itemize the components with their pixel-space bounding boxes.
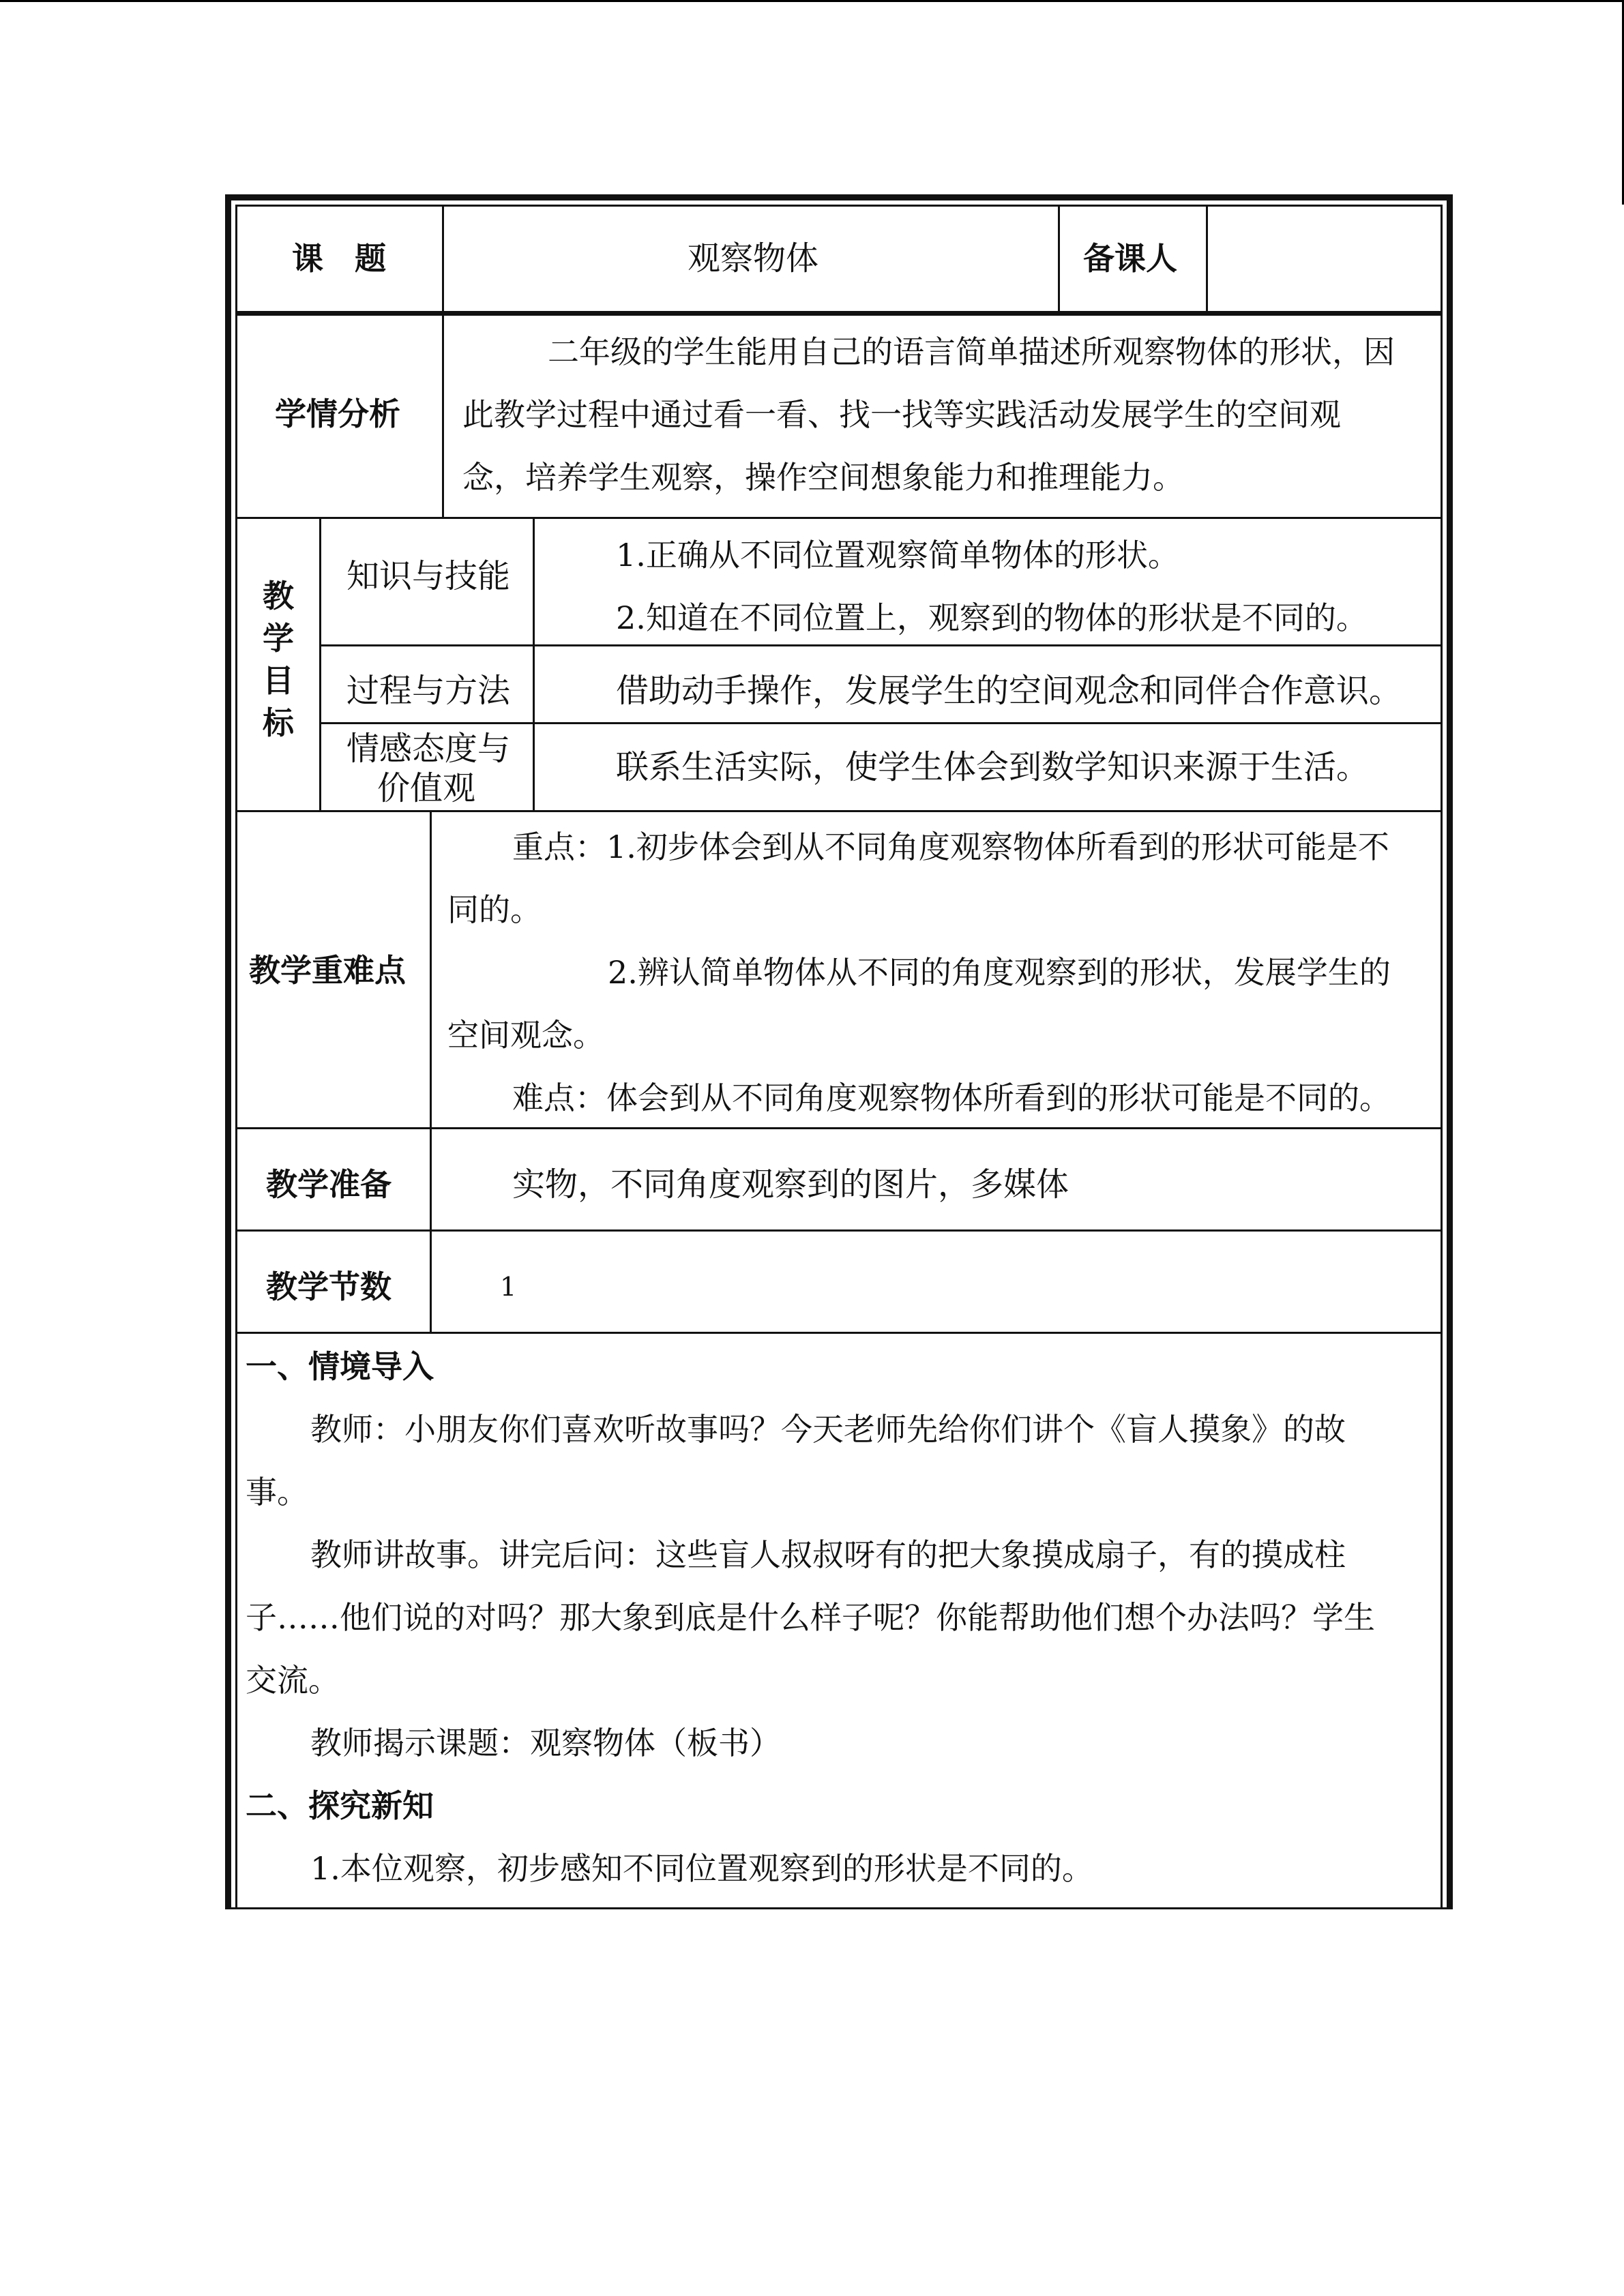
process-line: 子……他们说的对吗？那大象到底是什么样子呢？你能帮助他们想个办法吗？学生 (246, 1599, 1375, 1636)
analysis-label: 学情分析 (275, 396, 400, 432)
sessions-value: 1 (500, 1272, 517, 1302)
knowledge-line: 1.正确从不同位置观察简单物体的形状。 (616, 537, 1179, 573)
key-points-line: 2.辨认简单物体从不同的角度观察到的形状，发展学生的 (608, 954, 1391, 991)
process-line: 教师揭示课题：观察物体（板书） (310, 1725, 781, 1761)
process-line: 教师：小朋友你们喜欢听故事吗？今天老师先给你们讲个《盲人摸象》的故 (310, 1411, 1346, 1448)
header-divider (237, 311, 1441, 316)
topic-value: 观察物体 (688, 239, 819, 278)
analysis-line: 念，培养学生观察，操作空间想象能力和推理能力。 (462, 459, 1184, 496)
analysis-line: 二年级的学生能用自己的语言简单描述所观察物体的形状，因 (548, 333, 1395, 370)
divider (442, 316, 444, 517)
knowledge-label: 知识与技能 (346, 557, 511, 595)
key-points-label: 教学重难点 (249, 952, 406, 989)
process-line: 事。 (246, 1474, 308, 1510)
objectives-label-char: 学 (263, 620, 294, 657)
process-line: 教师讲故事。讲完后问：这些盲人叔叔呀有的把大象摸成扇子，有的摸成柱 (310, 1536, 1346, 1573)
process-text: 借助动手操作，发展学生的空间观念和同伴合作意识。 (616, 672, 1402, 710)
objectives-label-char: 目 (263, 662, 294, 699)
lesson-plan-inner-frame (235, 205, 1443, 1909)
analysis-text (462, 320, 1395, 509)
key-points-line: 空间观念。 (447, 1017, 604, 1054)
process-label: 过程与方法 (346, 672, 511, 710)
divider (1058, 207, 1060, 311)
row-divider (319, 722, 1441, 724)
knowledge-line: 2.知道在不同位置上，观察到的物体的形状是不同的。 (616, 599, 1368, 636)
knowledge-text (616, 524, 1368, 649)
key-points-line: 难点：体会到从不同角度观察物体所看到的形状可能是不同的。 (512, 1079, 1391, 1116)
table-bottom-border (231, 1907, 1447, 1909)
objectives-label-char: 标 (263, 704, 294, 741)
emotion-label-2: 价值观 (377, 769, 476, 807)
sessions-label: 教学节数 (266, 1268, 392, 1305)
row-divider (237, 810, 1441, 812)
divider (1206, 207, 1208, 311)
lesson-plan-table (225, 194, 1453, 1909)
topic-label: 课 题 (292, 240, 386, 277)
row-divider (319, 644, 1441, 646)
preparation-text: 实物，不同角度观察到的图片，多媒体 (512, 1165, 1069, 1204)
section-title: 一、情境导入 (246, 1348, 434, 1385)
divider (319, 517, 321, 810)
process-line: 1.本位观察，初步感知不同位置观察到的形状是不同的。 (310, 1850, 1093, 1887)
preparation-label: 教学准备 (266, 1166, 392, 1203)
row-divider (237, 1229, 1441, 1232)
emotion-label-1: 情感态度与 (346, 730, 511, 768)
key-points-line: 重点：1.初步体会到从不同角度观察物体所看到的形状可能是不 (512, 829, 1389, 865)
row-divider (237, 1332, 1441, 1334)
section-title: 二、探究新知 (246, 1787, 434, 1824)
page-top-edge (0, 0, 1624, 2)
emotion-text: 联系生活实际，使学生体会到数学知识来源于生活。 (616, 748, 1370, 786)
objectives-label-char: 教 (263, 578, 294, 614)
key-points-line: 同的。 (447, 891, 542, 928)
divider (442, 207, 444, 311)
objectives-label (258, 575, 299, 744)
row-divider (237, 517, 1441, 519)
divider (533, 517, 535, 810)
row-divider (237, 1127, 1441, 1129)
divider (430, 810, 432, 1332)
teaching-process (246, 1335, 1375, 1900)
analysis-line: 此教学过程中通过看一看、找一找等实践活动发展学生的空间观 (462, 396, 1341, 433)
preparer-label: 备课人 (1083, 240, 1177, 277)
process-line: 交流。 (246, 1662, 340, 1699)
key-points-text (447, 816, 1391, 1129)
